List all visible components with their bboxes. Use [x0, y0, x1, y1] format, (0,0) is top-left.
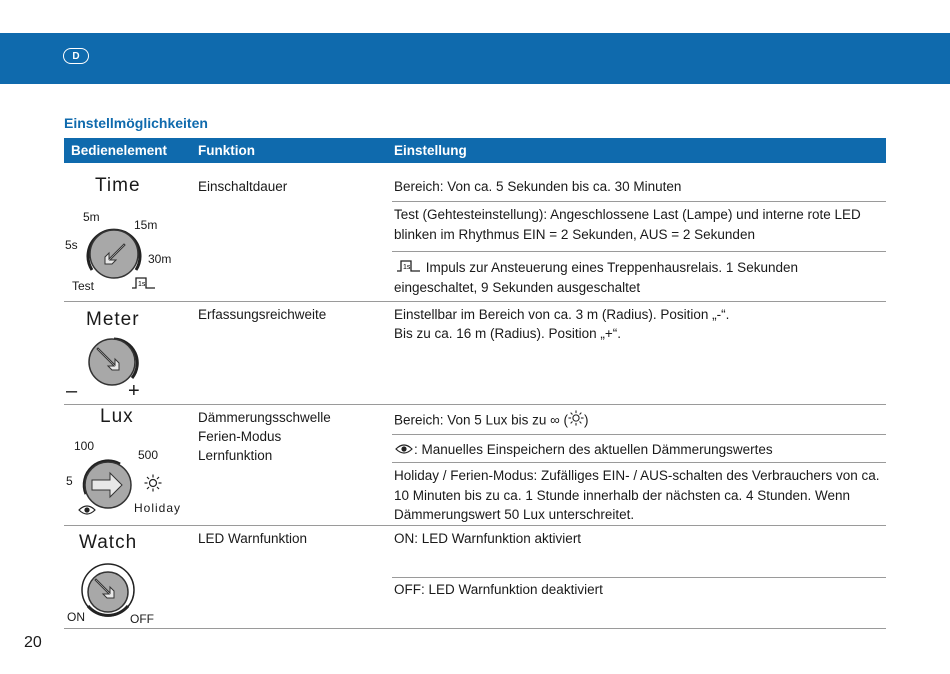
page-number: 20	[24, 634, 42, 651]
lux-setting-range-close: )	[583, 412, 589, 428]
sun-icon	[144, 474, 162, 492]
section-title: Einstellmöglichkeiten	[64, 115, 208, 131]
meter-funktion: Erfassungsreichweite	[198, 307, 327, 322]
lux-label-holiday: Holiday	[134, 501, 182, 515]
divider	[392, 577, 886, 578]
time-label-test: Test	[72, 279, 95, 293]
lux-label-500: 500	[138, 448, 159, 462]
lux-control-label: Lux	[100, 406, 134, 427]
time-setting-test: Test (Gehtesteinstellung): Angeschlossene Last (Lampe) und interne rote LED blinken im Rhythmus EIN = 2 Sekunden, AUS = 2 Sekunden	[394, 207, 861, 242]
watch-control-label: Watch	[79, 532, 138, 553]
lux-setting-learn	[394, 440, 882, 460]
meter-control-label: Meter	[86, 309, 140, 330]
row-divider	[64, 301, 886, 302]
staircase-pulse-icon	[131, 276, 157, 290]
divider	[392, 462, 886, 463]
time-control-label: Time	[95, 175, 141, 196]
svg-text:1s: 1s	[403, 263, 411, 271]
watch-dial[interactable]	[80, 562, 136, 618]
watch-label-off: OFF	[130, 612, 154, 626]
meter-label-minus: –	[66, 380, 78, 402]
table-header	[64, 138, 886, 163]
staircase-pulse-icon	[396, 259, 422, 279]
time-label-15m: 15m	[134, 218, 158, 232]
lux-setting-range	[394, 410, 882, 432]
lux-setting-learn-text: : Manuelles Einspeichern des aktuellen Dämmerungswertes	[414, 442, 773, 457]
eye-icon	[394, 441, 414, 461]
column-header-funktion: Funktion	[198, 143, 255, 158]
row-divider	[64, 628, 886, 629]
language-badge: D	[63, 48, 89, 64]
eye-icon	[78, 504, 96, 516]
watch-label-on: ON	[67, 610, 85, 624]
column-header-einstellung: Einstellung	[394, 143, 467, 158]
lux-funktion-lern: Lernfunktion	[198, 448, 273, 463]
svg-text:1s: 1s	[138, 281, 146, 288]
column-header-bedienelement: Bedienelement	[71, 143, 168, 158]
meter-setting-min: Einstellbar im Bereich von ca. 3 m (Radius). Position „-“.	[394, 307, 730, 322]
divider	[392, 251, 886, 252]
time-dial[interactable]	[84, 224, 144, 284]
watch-funktion: LED Warnfunktion	[198, 531, 308, 546]
lux-setting-holiday: Holiday / Ferien-Modus: Zufälliges EIN- / AUS-schalten des Verbrauchers von ca. 10 Minuten bis zu ca. 1 Stunde innerhalb der nächsten ca. 4 Stunden. Wenn Dämmerungswert 50 Lux unterschreitet.	[394, 468, 880, 522]
time-label-5m: 5m	[83, 210, 100, 224]
time-funktion: Einschaltdauer	[198, 179, 288, 194]
watch-setting-on: ON: LED Warnfunktion aktiviert	[394, 531, 582, 546]
time-label-30m: 30m	[148, 252, 172, 266]
sun-icon	[568, 410, 584, 432]
meter-setting-max: Bis zu ca. 16 m (Radius). Position „+“.	[394, 326, 621, 341]
time-setting-pulse-text: Impuls zur Ansteuerung eines Treppenhausrelais. 1 Sekunden eingeschaltet, 9 Sekunden ausgeschaltet	[394, 260, 798, 296]
row-divider	[64, 525, 886, 526]
lux-setting-range-text: Bereich: Von 5 Lux bis zu ∞ (	[394, 412, 568, 428]
lux-funktion-ferien: Ferien-Modus	[198, 429, 282, 444]
divider	[392, 434, 886, 435]
lux-funktion-daemmerung: Dämmerungsschwelle	[198, 410, 331, 425]
row-divider	[64, 404, 886, 405]
time-setting-pulse	[394, 258, 882, 298]
watch-setting-off: OFF: LED Warnfunktion deaktiviert	[394, 582, 603, 597]
meter-label-plus: +	[128, 380, 140, 402]
lux-label-5: 5	[66, 474, 73, 488]
top-banner	[0, 33, 950, 84]
time-label-5s: 5s	[65, 238, 78, 252]
divider	[392, 201, 886, 202]
time-setting-range: Bereich: Von ca. 5 Sekunden bis ca. 30 Minuten	[394, 179, 682, 194]
lux-label-100: 100	[74, 439, 95, 453]
